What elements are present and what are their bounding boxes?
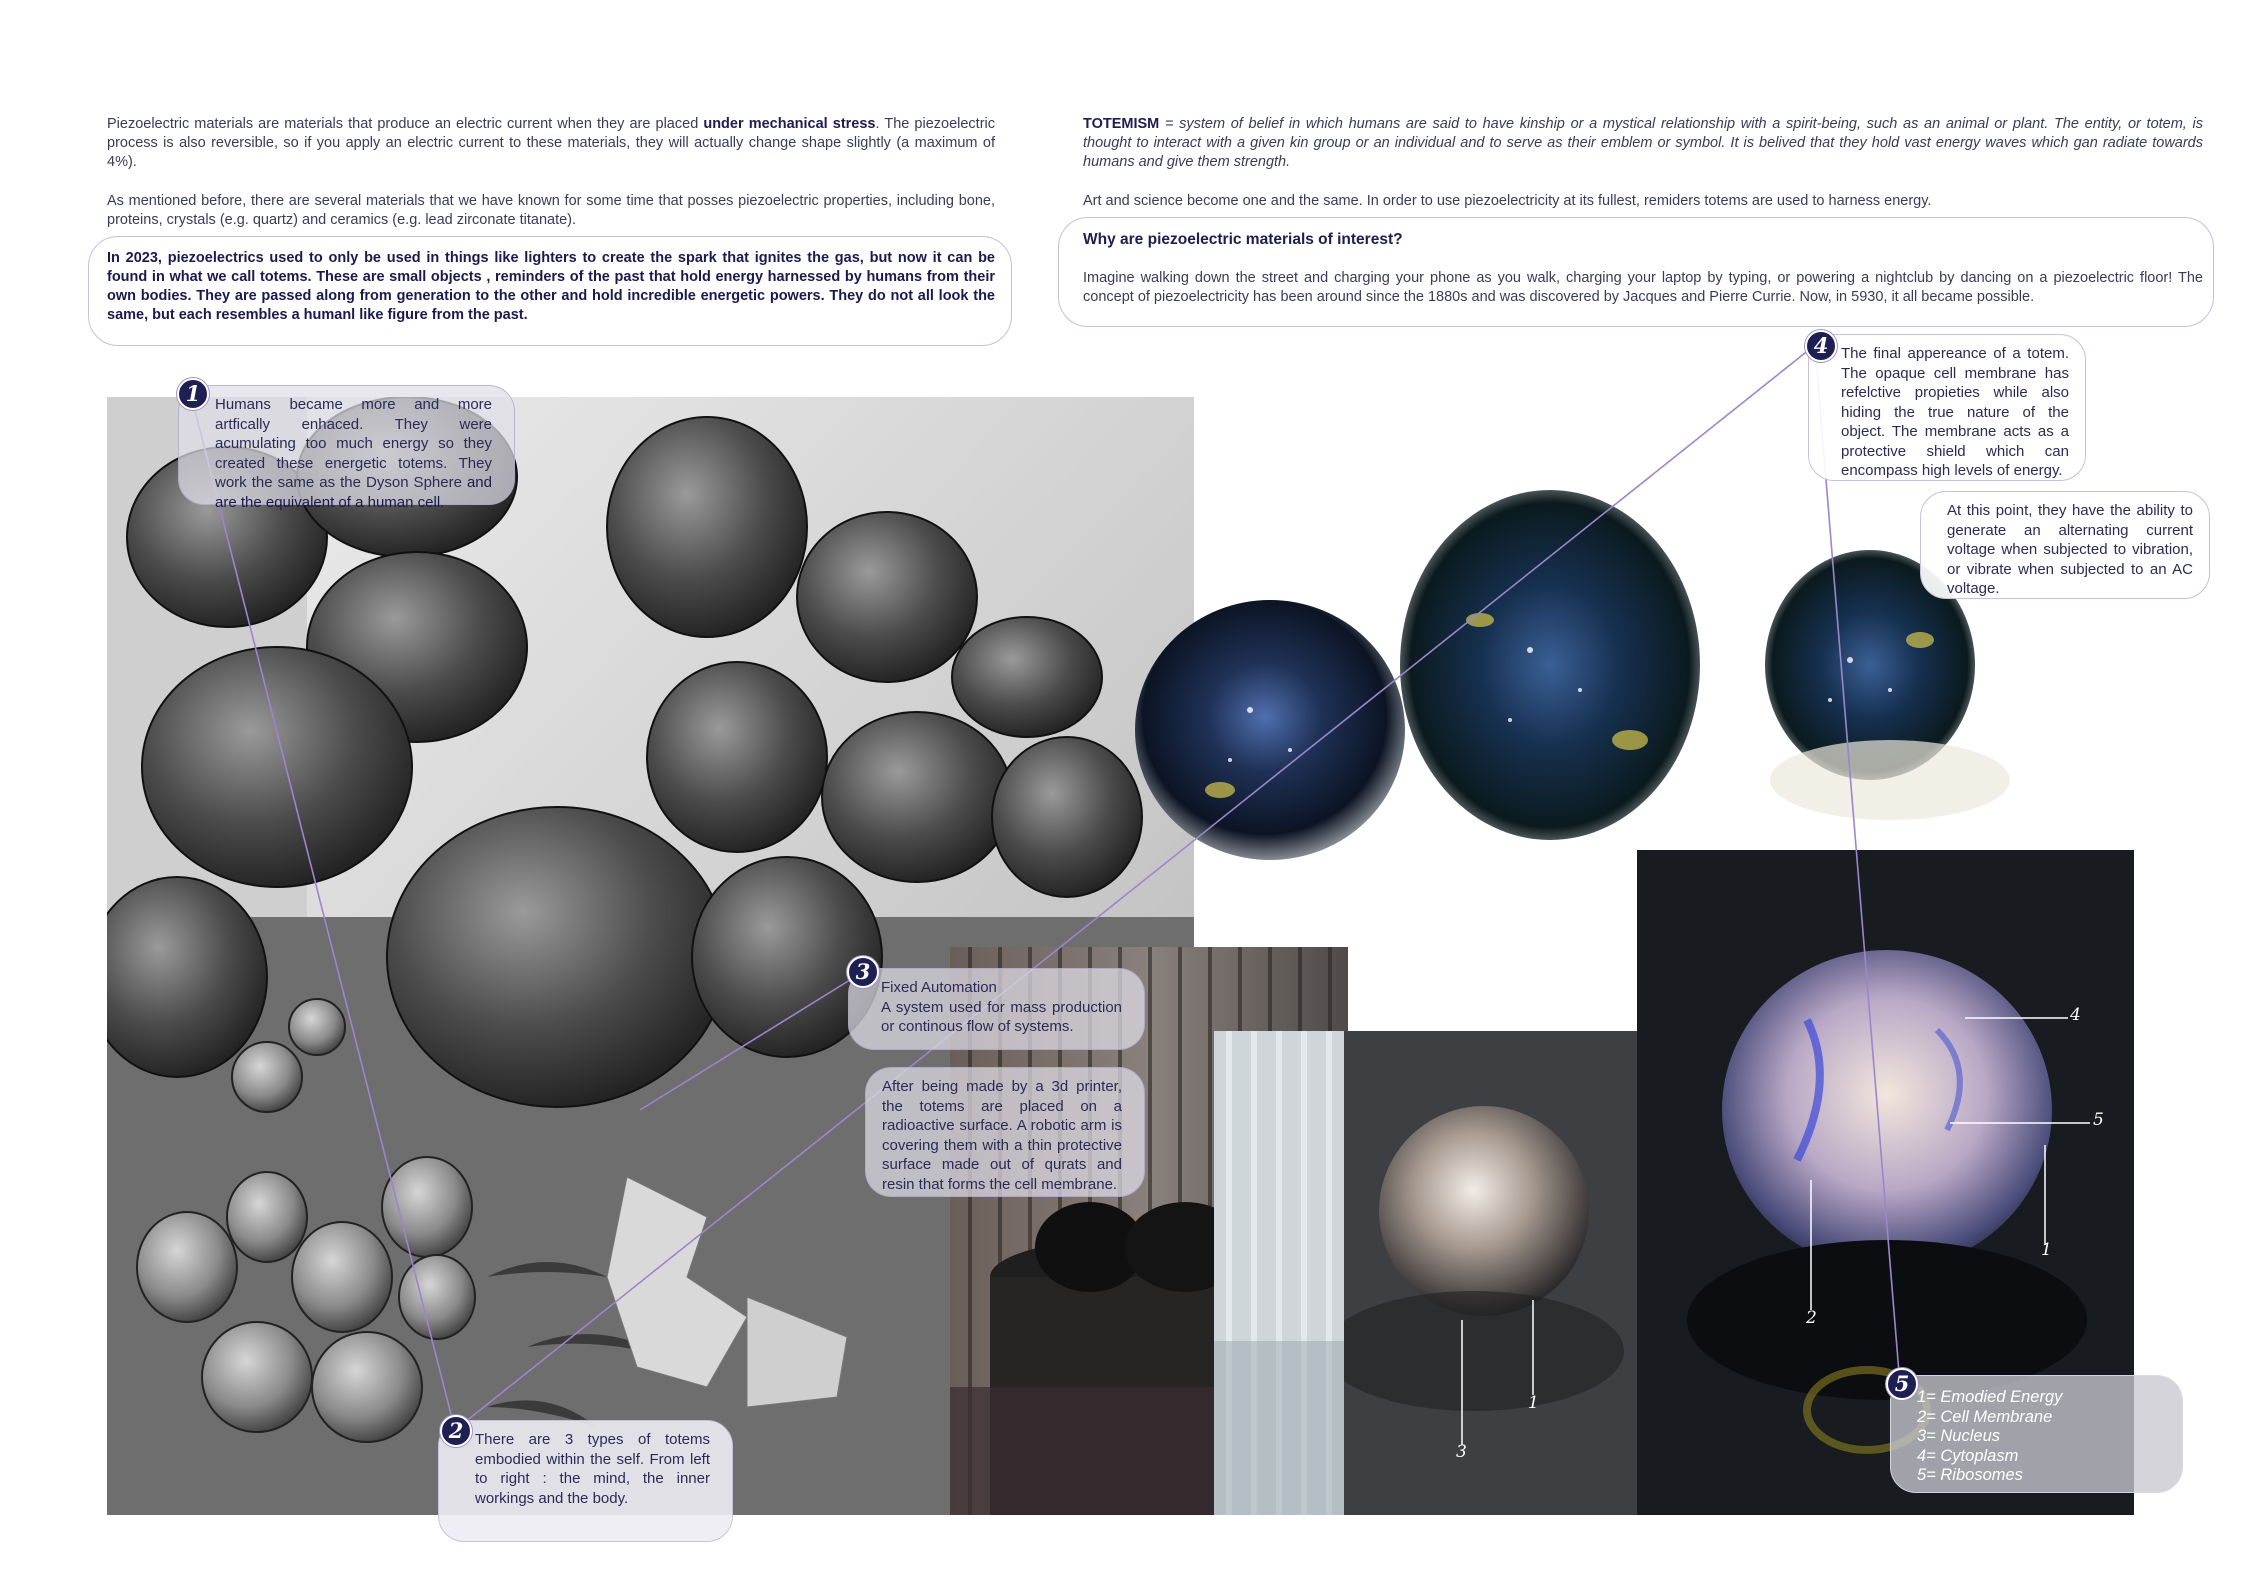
totemism-paragraph (1083, 115, 2203, 172)
legend-box (1890, 1375, 2183, 1493)
callout-3-text: A system used for mass production or continous flow of systems. (881, 998, 1122, 1035)
label-mid-1: 1 (1528, 1393, 1539, 1413)
art-science-paragraph: Art and science become one and the same. In order to use piezoelectricity at its fullest, remiders totems are used to harness energy. (1083, 193, 1932, 209)
intro-paragraph (107, 115, 995, 172)
intro-emphasis: under mechanical stress (703, 116, 876, 132)
step-1-badge: 1 (177, 378, 209, 410)
label-right-1: 1 (2041, 1240, 2052, 1260)
totemism-definition: = system of belief in which humans are said to have kinship or a mystical relationship with a spirit-being, such as an animal or plant. The entity, or totem, is thought to interact with a given kin group or an individual and to serve as their emblem or symbol. It is belived that they hold vast energy waves which gan radiate towards humans and give them strength. (1083, 116, 2203, 170)
callout-1-emphasis: and are the equivalent of a human cell. (215, 474, 492, 511)
legend-item-1: 1= Emodied Energy (1917, 1388, 2063, 1406)
resin-sheet-photo (1214, 1031, 1344, 1515)
callout-3 (848, 968, 1145, 1050)
question-heading: Why are piezoelectric materials of interest? (1083, 231, 1403, 248)
step-2-badge: 2 (440, 1415, 472, 1447)
label-right-2: 2 (1806, 1308, 1817, 1328)
callout-4 (1808, 334, 2086, 481)
legend-item-2: 2= Cell Membrane (1917, 1407, 2053, 1426)
callout-3b-text: After being made by a 3d printer, the totems are placed on a radioactive surface. A robotic arm is covering them with a thin protective surface made out of qurats and resin that forms the cell membrane. (882, 1078, 1122, 1193)
intro-text-a: Piezoelectric materials are materials that produce an electric current when they are placed (107, 116, 704, 132)
step-4-badge: 4 (1805, 330, 1837, 362)
step-5-badge: 5 (1886, 1368, 1918, 1400)
materials-paragraph: As mentioned before, there are several materials that we have known for some time that posses piezoelectric properties, including bone, proteins, crystals (e.g. quartz) and ceramics (e.g. lead zirconate titanate). (107, 193, 995, 228)
callout-2 (438, 1420, 733, 1542)
callout-1-text: Humans became more and more artfically enhaced. They were acumulating too much energy so they created these energetic totems. They work the same as the Dyson Sphere (215, 396, 492, 491)
nucleus-orb-photo (1344, 1031, 1639, 1515)
label-right-4: 4 (2070, 1005, 2081, 1025)
callout-3-title: Fixed Automation (881, 979, 997, 996)
label-mid-3: 3 (1456, 1442, 1467, 1462)
step-3-badge: 3 (847, 956, 879, 988)
callout-4b-text: At this point, they have the ability to generate an alternating current voltage when subjected to vibration, or vibrate when subjected to an AC voltage. (1947, 502, 2193, 597)
callout-1 (178, 385, 515, 511)
legend-item-3: 3= Nucleus (1917, 1427, 2001, 1445)
legend-item-5: 5= Ribosomes (1917, 1466, 2023, 1484)
intro-text-b: . The piezoelectric process is also reversible, so if you apply an electric current to these materials, they will actually change shape slightly (a maximum of 4%). (107, 116, 995, 170)
totemism-term: TOTEMISM (1083, 116, 1160, 132)
highlight-paragraph: In 2023, piezoelectrics used to only be used in things like lighters to create the spark that ignites the gas, but now it can be found in what we call totems. These are small objects , reminders of the past that hold energy harnessed by humans from their own bodies. They are passed along from generation to the other and hold incredible energetic powers. They do not all look the same, but each resembles a humanl like figure from the past. (107, 250, 995, 323)
callout-4-text: The final appereance of a totem. The opaque cell membrane has refelctive propieties while also hiding the true nature of the object. The membrane acts as a protective shield which can encompass high levels of energy. (1841, 345, 2069, 479)
label-right-5: 5 (2093, 1110, 2104, 1130)
legend-item-4: 4= Cytoplasm (1917, 1446, 2019, 1465)
callout-4b (1920, 491, 2210, 599)
question-answer: Imagine walking down the street and charging your phone as you walk, charging your laptop by typing, or powering a nightclub by dancing on a piezoelectric floor! The concept of piezoelectricity has been around since the 1880s and was discovered by Jacques and Pierre Currie. Now, in 5930, it all became possible. (1083, 270, 2203, 305)
callout-2-text: There are 3 types of totems embodied within the self. From left to right : the mind, the inner workings and the body. (475, 1431, 710, 1507)
callout-3b (865, 1067, 1145, 1197)
